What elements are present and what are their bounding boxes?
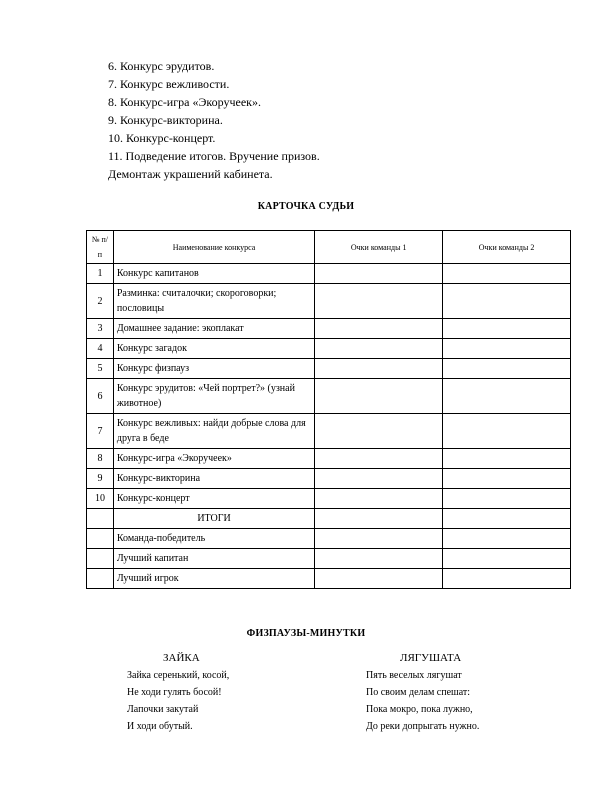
table-row [87, 284, 571, 319]
empty-cell [87, 509, 114, 529]
table-row [87, 264, 571, 284]
score-cell[interactable] [443, 264, 571, 284]
score-cell[interactable] [443, 414, 571, 449]
poem-line: И ходи обутый. [127, 721, 193, 732]
score-cell[interactable] [443, 529, 571, 549]
score-cell[interactable] [443, 379, 571, 414]
poem-lyagushata [366, 650, 479, 735]
score-cell[interactable] [315, 469, 443, 489]
table-row [87, 319, 571, 339]
row-num: 8 [87, 449, 114, 469]
score-cell[interactable] [443, 359, 571, 379]
table-row [87, 449, 571, 469]
poem-line: Лапочки закутай [127, 704, 199, 715]
table-row [87, 489, 571, 509]
poem-line: По своим делам спешат: [366, 687, 471, 698]
score-cell[interactable] [315, 339, 443, 359]
score-cell[interactable] [315, 359, 443, 379]
row-num: 3 [87, 319, 114, 339]
row-num: 10 [87, 489, 114, 509]
poem-line: До реки допрыгать нужно. [366, 721, 480, 732]
row-name: Конкурс-игра «Экоручеек» [113, 449, 314, 469]
table-row [87, 414, 571, 449]
row-num: 9 [87, 469, 114, 489]
header-score-team1: Очки команды 1 [315, 231, 443, 264]
table-row [87, 359, 571, 379]
header-score-team2: Очки команды 2 [443, 231, 571, 264]
summary-label: Лучший игрок [113, 569, 314, 589]
table-row [87, 379, 571, 414]
score-cell[interactable] [315, 284, 443, 319]
score-cell[interactable] [315, 549, 443, 569]
agenda-item: 8. Конкурс-игра «Экоручеек». [108, 95, 261, 109]
score-cell[interactable] [443, 284, 571, 319]
poem-line: Пять веселых лягушат [366, 670, 462, 681]
agenda-item: 6. Конкурс эрудитов. [108, 59, 215, 73]
score-cell[interactable] [443, 489, 571, 509]
score-cell[interactable] [315, 319, 443, 339]
judge-card-title: КАРТОЧКА СУДЬИ [257, 201, 355, 212]
row-num: 6 [87, 379, 114, 414]
score-cell[interactable] [443, 339, 571, 359]
empty-cell [87, 569, 114, 589]
totals-label: ИТОГИ [113, 509, 314, 529]
table-row [87, 339, 571, 359]
row-name: Домашнее задание: экоплакат [113, 319, 314, 339]
score-cell[interactable] [315, 489, 443, 509]
score-cell[interactable] [443, 469, 571, 489]
summary-label: Команда-победитель [113, 529, 314, 549]
row-name: Конкурс-викторина [113, 469, 314, 489]
score-cell[interactable] [443, 549, 571, 569]
row-num: 1 [87, 264, 114, 284]
row-num: 4 [87, 339, 114, 359]
row-num: 7 [87, 414, 114, 449]
row-name: Конкурс-концерт [113, 489, 314, 509]
summary-row [87, 549, 571, 569]
score-cell[interactable] [443, 449, 571, 469]
judge-card-table [86, 230, 571, 589]
row-name: Конкурс эрудитов: «Чей портрет?» (узнай животное) [113, 379, 314, 414]
score-cell[interactable] [315, 379, 443, 414]
empty-cell [87, 529, 114, 549]
row-name: Конкурс вежливых: найди добрые слова для друга в беде [113, 414, 314, 449]
agenda-item: 7. Конкурс вежливости. [108, 77, 230, 91]
score-cell[interactable] [315, 529, 443, 549]
header-num: № п/п [87, 231, 114, 264]
score-cell[interactable] [315, 449, 443, 469]
poem-line: Зайка серенький, косой, [127, 670, 230, 681]
score-cell[interactable] [315, 414, 443, 449]
fizpause-title: ФИЗПАУЗЫ-МИНУТКИ [246, 628, 366, 639]
table-header-row [87, 231, 571, 264]
poem-title: ЛЯГУШАТА [400, 652, 462, 664]
agenda-list [108, 57, 320, 183]
poem-zayka [127, 650, 229, 735]
row-num: 5 [87, 359, 114, 379]
poem-title: ЗАЙКА [163, 652, 200, 664]
agenda-item: Демонтаж украшений кабинета. [108, 167, 273, 181]
score-cell[interactable] [443, 509, 571, 529]
score-cell[interactable] [443, 569, 571, 589]
summary-row [87, 529, 571, 549]
score-cell[interactable] [315, 569, 443, 589]
totals-row [87, 509, 571, 529]
header-name: Наименование конкурса [113, 231, 314, 264]
row-name: Конкурс капитанов [113, 264, 314, 284]
summary-label: Лучший капитан [113, 549, 314, 569]
row-name: Разминка: считалочки; скороговорки; пословицы [113, 284, 314, 319]
poem-line: Пока мокро, пока лужно, [366, 704, 473, 715]
agenda-item: 10. Конкурс-концерт. [108, 131, 216, 145]
row-num: 2 [87, 284, 114, 319]
summary-row [87, 569, 571, 589]
poem-line: Не ходи гулять босой! [127, 687, 222, 698]
agenda-item: 11. Подведение итогов. Вручение призов. [108, 149, 320, 163]
score-cell[interactable] [315, 264, 443, 284]
row-name: Конкурс физпауз [113, 359, 314, 379]
row-name: Конкурс загадок [113, 339, 314, 359]
score-cell[interactable] [315, 509, 443, 529]
table-row [87, 469, 571, 489]
agenda-item: 9. Конкурс-викторина. [108, 113, 223, 127]
empty-cell [87, 549, 114, 569]
score-cell[interactable] [443, 319, 571, 339]
